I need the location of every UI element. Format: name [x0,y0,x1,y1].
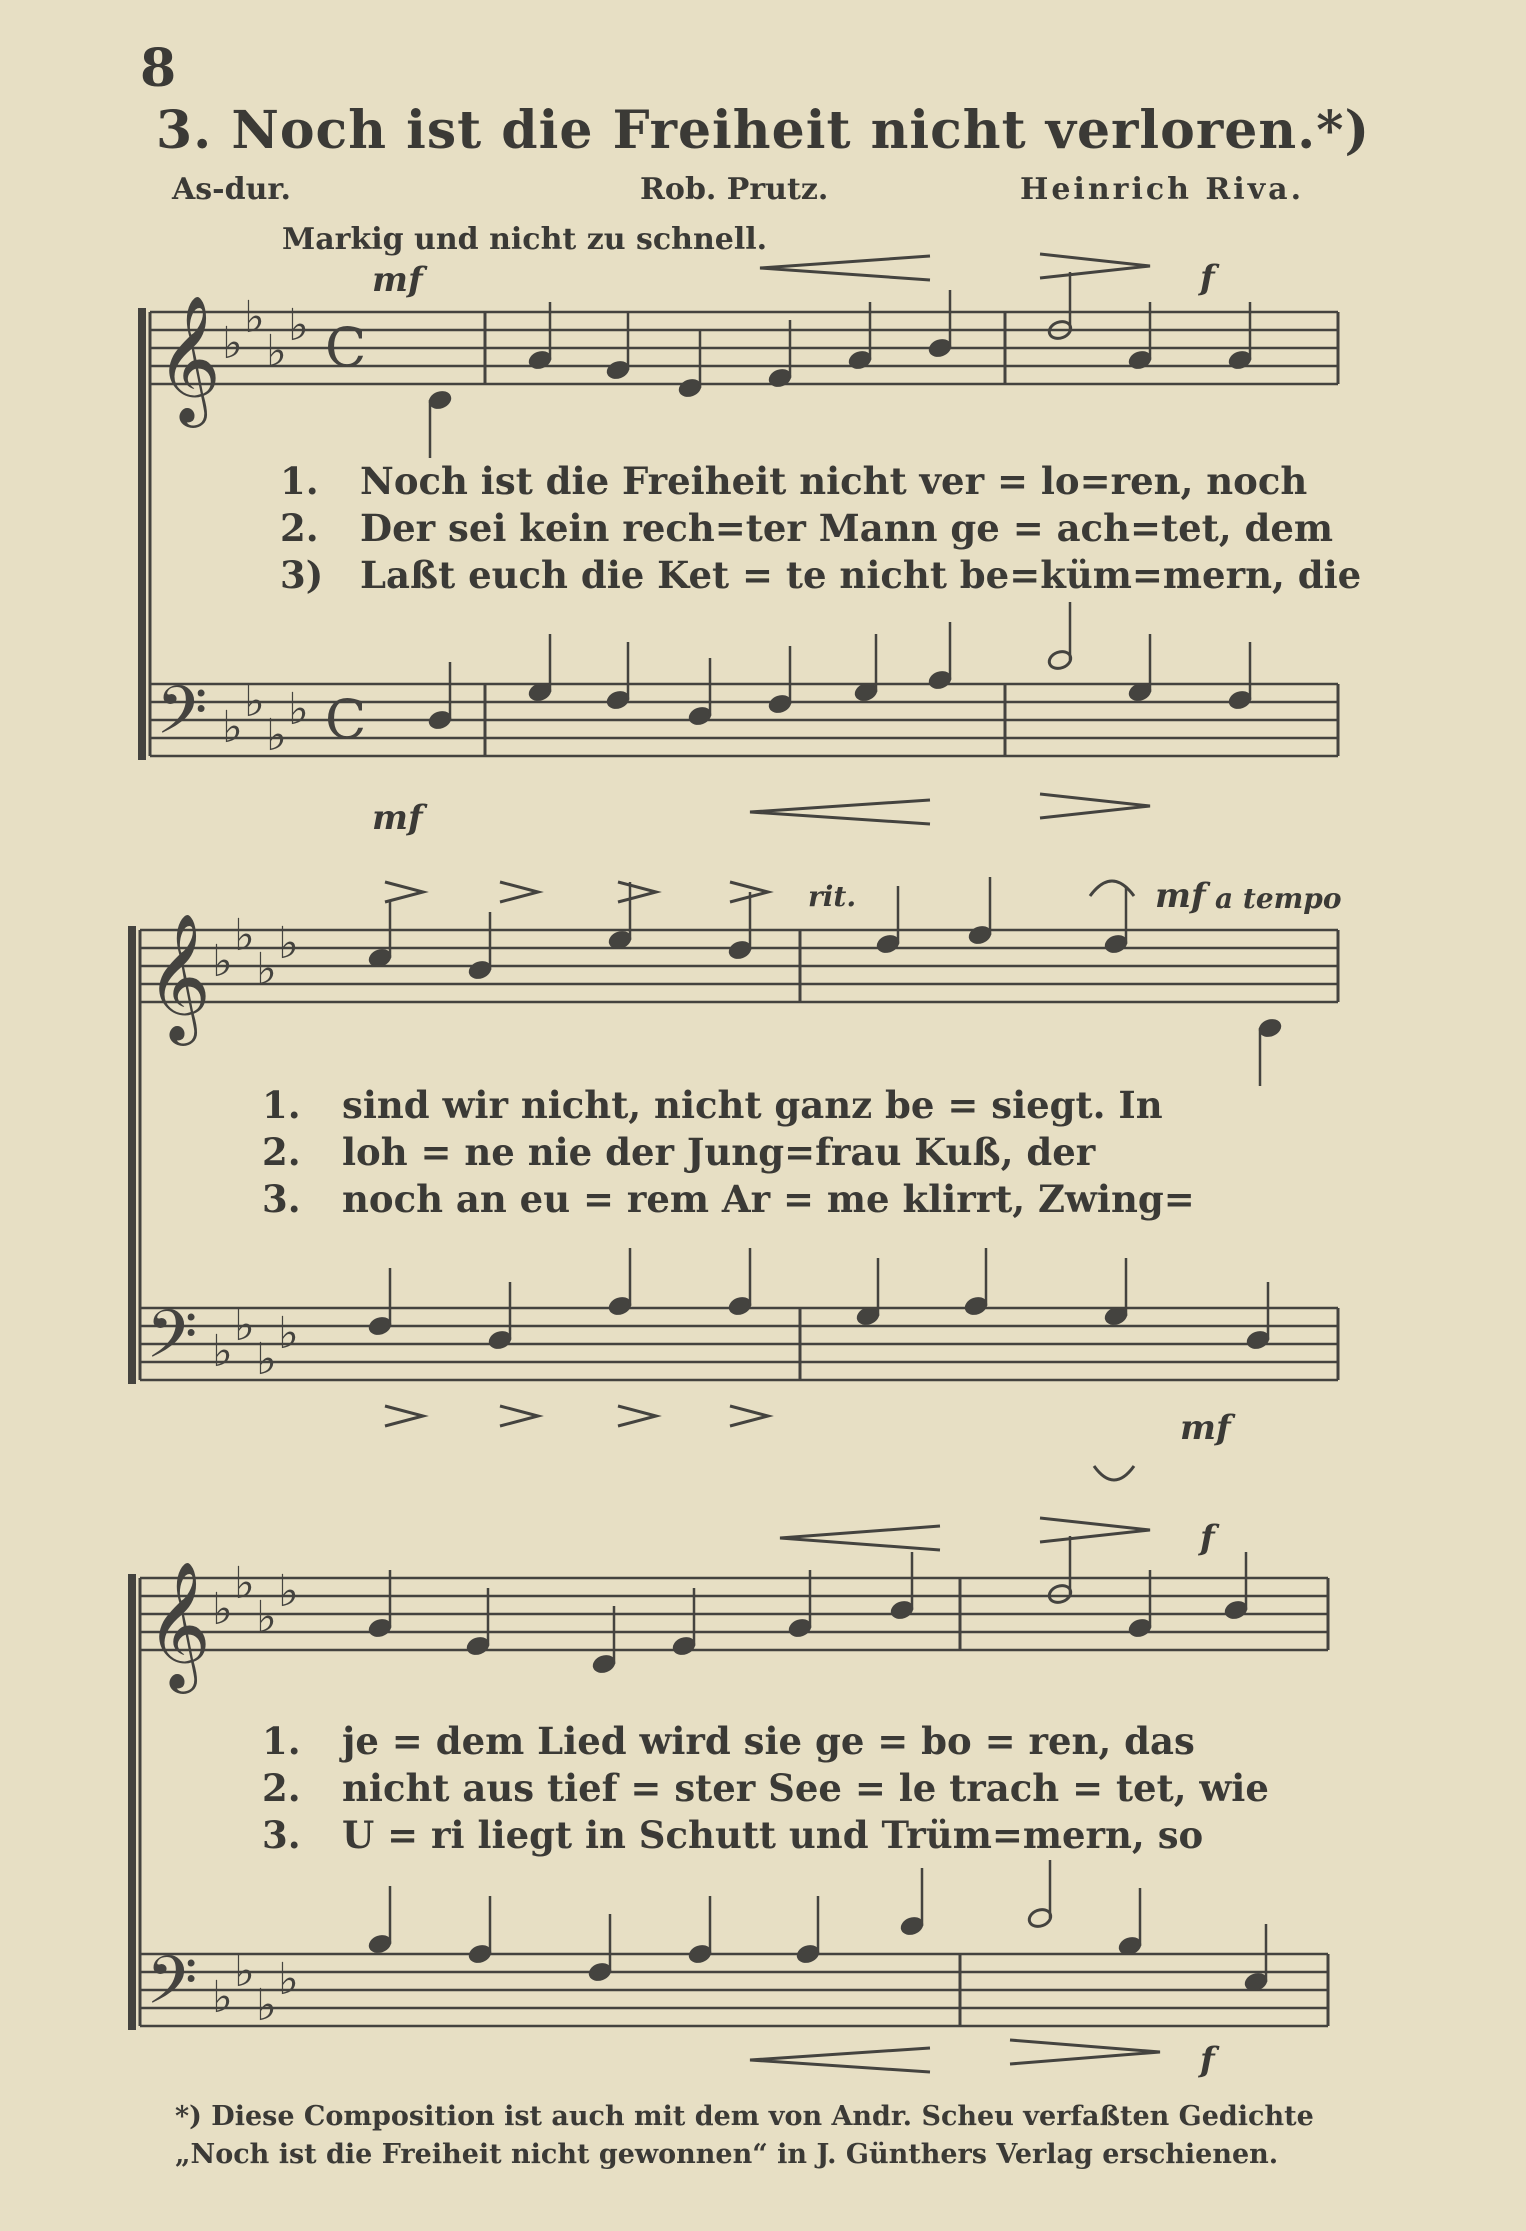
flat-sign: ♭ [212,1584,233,1635]
tempo-marking: Markig und nicht zu schnell. [282,222,768,257]
verse-line: 1. je = dem Lied wird sie ge = bo = ren, das [262,1719,1195,1763]
dynamic-f-treble-1: f [1200,258,1215,298]
flat-sign: ♭ [244,676,265,727]
a-tempo-mark: a tempo [1215,882,1342,915]
decrescendo-hairpin [1010,2040,1160,2064]
treble-clef: 𝄞 [146,912,212,1040]
system-brace [128,926,136,1384]
footnote-line-2: „Noch ist die Freiheit nicht gewonnen“ in J. Günthers Verlag erschienen. [175,2139,1279,2170]
system-brace [138,308,146,760]
flat-sign: ♭ [222,318,243,369]
flat-sign: ♭ [288,300,309,351]
flat-sign: ♭ [234,1558,255,1609]
treble-clef: 𝄞 [146,1560,212,1688]
crescendo-hairpin [750,800,930,824]
flat-sign: ♭ [278,1308,299,1359]
dynamic-mf-bass-1: mf [372,798,423,838]
accent-mark [500,882,538,902]
key-signature-text: As-dur. [172,172,291,207]
time-signature: C [325,688,367,751]
dynamic-mf-treble-1: mf [372,260,423,300]
dynamic-mf-bass-2: mf [1180,1408,1231,1448]
flat-sign: ♭ [278,918,299,969]
accent-mark [730,1406,768,1426]
flat-sign: ♭ [212,936,233,987]
verse-line: 1. sind wir nicht, nicht ganz be = siegt. In [262,1083,1163,1127]
treble-clef: 𝄞 [156,294,222,422]
crescendo-hairpin [760,256,930,280]
dynamic-mf-treble-2: mf [1155,876,1206,916]
flat-sign: ♭ [212,1326,233,1377]
fermata-mark [1094,1466,1134,1480]
crescendo-hairpin [780,1526,940,1550]
verse-line: 3. noch an eu = rem Ar = me klirrt, Zwing= [262,1177,1195,1221]
verse-line: 1. Noch ist die Freiheit nicht ver = lo=ren, noch [280,459,1308,503]
lyricist: Rob. Prutz. [640,172,829,207]
accent-mark [618,882,656,902]
flat-sign: ♭ [278,1954,299,2005]
flat-sign: ♭ [234,1946,255,1997]
flat-sign: ♭ [244,292,265,343]
accent-mark [500,1406,538,1426]
bass-clef: 𝄢 [146,1942,198,2035]
decrescendo-hairpin [1040,1518,1150,1542]
verse-line: 2. nicht aus tief = ster See = le trach = tet, wie [262,1766,1269,1810]
flat-sign: ♭ [266,710,287,761]
flat-sign: ♭ [234,1300,255,1351]
accent-mark [385,882,423,902]
flat-sign: ♭ [222,702,243,753]
flat-sign: ♭ [256,1980,277,2031]
flat-sign: ♭ [256,1592,277,1643]
dynamic-f-treble-3: f [1200,1518,1215,1558]
flat-sign: ♭ [212,1972,233,2023]
decrescendo-hairpin [1040,254,1150,278]
verse-line: 3) Laßt euch die Ket = te nicht be=küm=mern, die [280,553,1362,597]
dynamic-f-bass-3: f [1200,2040,1215,2080]
page-number: 8 [140,38,177,99]
ritardando-mark: rit. [808,880,857,913]
system-brace [128,1574,136,2030]
composer: Heinrich Riva. [1020,172,1305,207]
flat-sign: ♭ [266,326,287,377]
crescendo-hairpin [750,2048,930,2072]
verse-line: 2. Der sei kein rech=ter Mann ge = ach=tet, dem [280,506,1334,550]
flat-sign: ♭ [278,1566,299,1617]
bass-clef: 𝄢 [146,1296,198,1389]
flat-sign: ♭ [256,944,277,995]
bass-clef: 𝄢 [156,672,208,765]
fermata-mark [1090,881,1134,896]
time-signature: C [325,316,367,379]
verse-line: 2. loh = ne nie der Jung=frau Kuß, der [262,1130,1096,1174]
flat-sign: ♭ [234,910,255,961]
footnote-line-1: *) Diese Composition ist auch mit dem von Andr. Scheu verfaßten Gedichte [175,2101,1314,2132]
accent-mark [385,1406,423,1426]
song-title: 3. Noch ist die Freiheit nicht verloren.*) [155,100,1371,161]
accent-mark [618,1406,656,1426]
flat-sign: ♭ [288,684,309,735]
decrescendo-hairpin [1040,794,1150,818]
verse-line: 3. U = ri liegt in Schutt und Trüm=mern, so [262,1813,1204,1857]
flat-sign: ♭ [256,1334,277,1385]
